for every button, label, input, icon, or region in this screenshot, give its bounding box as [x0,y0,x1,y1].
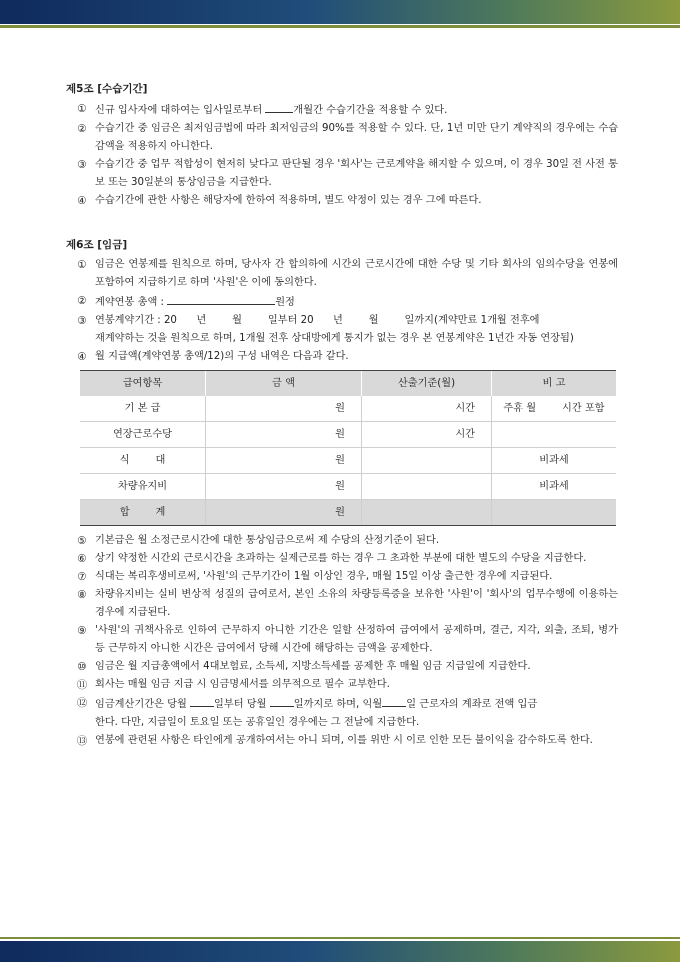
table-header-row [80,371,616,397]
item-number: ② [77,123,87,135]
cell-note: 주휴 월 시간 포함 [492,396,617,422]
cell-note: 비과세 [492,448,617,474]
cell-item: 식 대 [80,448,206,474]
s6-item-11 [66,676,618,694]
col-header-basis: 산출기준(월) [362,371,492,397]
cell-amount[interactable]: 원 [206,396,362,422]
item-number: ③ [77,159,87,171]
item-number: ⑥ [77,553,87,565]
s6-item-9-text: '사원'의 귀책사유로 인하여 근무하지 아니한 기간은 일할 산정하여 급여에서 공제하며, 결근, 지각, 외출, 조퇴, 병가 등 근무하지 아니한 시간은 급여에서 당해 시간에 해당하는 금액을 공제한다. [95,625,618,654]
s6-item-2 [66,292,618,312]
s6-item-13-text: 연봉에 관련된 사항은 타인에게 공개하여서는 아니 되며, 이를 위반 시 이로 인한 모든 불이익을 감수하도록 한다. [95,735,593,746]
item-number: ① [77,103,87,115]
s5-item-2-text: 수습기간 중 임금은 최저임금법에 따라 최저임금의 90%를 적용할 수 있다. 단, 1년 미만 단기 계약직의 경우에는 수습 감액을 적용하지 아니한다. [95,123,618,152]
cell-note: 비과세 [492,474,617,500]
table-row [80,474,616,500]
item-number: ⑪ [76,679,88,691]
item-number: ⑬ [76,735,88,747]
cell-item: 연장근로수당 [80,422,206,448]
s6-item-12-line2: 한다. 다만, 지급일이 토요일 또는 공휴일인 경우에는 그 전날에 지급한다. [95,717,420,728]
s5-item-3-text: 수습기간 중 업무 적합성이 현저히 낮다고 판단될 경우 '회사'는 근로계약을 해지할 수 있으며, 이 경우 30일 전 사전 통보 또는 30일분의 통상임금을 지급한다. [95,159,618,188]
section-6-title: 제6조 [임금] [66,239,128,251]
s5-item-1-text-a: 신규 입사자에 대하여는 입사일로부터 [95,105,266,116]
cell-basis [362,448,492,474]
s6-item-13 [66,732,618,750]
s5-item-1 [66,100,618,120]
s6-item-10 [66,658,618,676]
item-number: ② [77,295,87,307]
cell-basis[interactable]: 시간 [362,396,492,422]
col-header-item: 급여항목 [80,371,206,397]
s6-item-10-text: 임금은 월 지급총액에서 4대보험료, 소득세, 지방소득세를 공제한 후 매월 임금 지급일에 지급한다. [95,661,531,672]
s6-item-5-text: 기본급은 월 소정근로시간에 대한 통상임금으로써 제 수당의 산정기준이 된다. [95,535,440,546]
s6-item-7-text: 식대는 복리후생비로써, '사원'의 근무기간이 1월 이상인 경우, 매월 15일 이상 출근한 경우에 지급된다. [95,571,553,582]
s6-item-1-text: 임금은 연봉제를 원칙으로 하며, 당사자 간 합의하에 시간외 근로시간에 대한 수당 및 기타 회사의 임의수당을 연봉에 포함하여 지급하기로 하며 '사원'은 이에 동의한다. [95,259,618,288]
cell-total-amount[interactable]: 원 [206,500,362,526]
s6-item-5 [66,532,618,550]
s6-item-12 [66,694,618,732]
item-number: ⑧ [77,589,87,601]
cell-basis[interactable]: 시간 [362,422,492,448]
cell-basis [362,474,492,500]
item-number: ⑦ [77,571,87,583]
period-start-day-blank[interactable] [190,694,214,707]
s5-item-1-text-b: 개월간 수습기간을 적용할 수 있다. [293,105,448,116]
s6-item-7 [66,568,618,586]
header-color-bar [0,0,680,24]
cell-item: 기 본 급 [80,396,206,422]
item-number: ① [77,259,87,271]
item-number: ⑫ [76,697,88,709]
s6-item-6-text: 상기 약정한 시간외 근로시간을 초과하는 실제근로를 하는 경우 그 초과한 부분에 대한 별도의 수당을 지급한다. [95,553,587,564]
cell-amount[interactable]: 원 [206,448,362,474]
col-header-amount: 금 액 [206,371,362,397]
section-5-title: 제5조 [수습기간] [66,83,148,95]
s6-item-6 [66,550,618,568]
s6-item-12-text-a: 임금계산기간은 당월 [95,699,191,710]
s6-item-12-text-b: 일부터 당월 [214,699,270,710]
cell-item: 차량유지비 [80,474,206,500]
s6-item-2-text-b: 원정 [275,297,295,308]
cell-total-label: 합 계 [80,500,206,526]
s6-item-9 [66,622,618,658]
item-number: ⑤ [77,535,87,547]
s6-item-4 [66,348,618,366]
s6-item-1 [66,256,618,292]
item-number: ④ [77,195,87,207]
s6-item-8 [66,586,618,622]
s5-item-4-text: 수습기간에 관한 사항은 해당자에 한하여 적용하며, 별도 약정이 있는 경우 그에 따른다. [95,195,482,206]
salary-breakdown-table [80,370,616,526]
pay-day-blank[interactable] [382,694,406,707]
footer-rule [0,937,680,939]
header-rule [0,25,680,28]
item-number: ⑩ [77,661,87,673]
s6-item-4-text: 월 지급액(계약연봉 총액/12)의 구성 내역은 다음과 같다. [95,351,349,362]
s6-item-3-line2: 재계약하는 것을 원칙으로 하며, 1개월 전후 상대방에게 통지가 없는 경우 본 연봉계약은 1년간 자동 연장됨) [95,333,574,344]
table-row [80,422,616,448]
cell-amount[interactable]: 원 [206,422,362,448]
cell-note [492,422,617,448]
annual-salary-blank[interactable] [167,292,275,305]
item-number: ③ [77,315,87,327]
col-header-note: 비 고 [492,371,617,397]
s6-item-11-text: 회사는 매월 임금 지급 시 임금명세서를 의무적으로 필수 교부한다. [95,679,390,690]
cell-amount[interactable]: 원 [206,474,362,500]
table-total-row [80,500,616,526]
item-number: ④ [77,351,87,363]
item-number: ⑨ [77,625,87,637]
s6-item-3-line1: 연봉계약기간 : 20 년 월 일부터 20 년 월 일까지(계약만료 1개월 전후에 [95,315,540,326]
s5-item-3 [66,156,618,192]
s6-item-2-text-a: 계약연봉 총액 : [95,297,168,308]
probation-months-blank[interactable] [265,100,293,113]
s5-item-4 [66,192,618,210]
s6-item-12-text-c: 일까지로 하며, 익월 [293,699,383,710]
table-row [80,448,616,474]
s6-item-12-text-d: 일 근로자의 계좌로 전액 입금 [406,699,538,710]
document-body [66,80,618,750]
footer-color-bar [0,941,680,962]
s5-item-2 [66,120,618,156]
table-row [80,396,616,422]
s6-item-3 [66,312,618,348]
s6-item-8-text: 차량유지비는 실비 변상적 성질의 급여로서, 본인 소유의 차량등록증을 보유한 '사원'이 '회사'의 업무수행에 이용하는 경우에 지급된다. [95,589,619,618]
period-end-day-blank[interactable] [270,694,294,707]
